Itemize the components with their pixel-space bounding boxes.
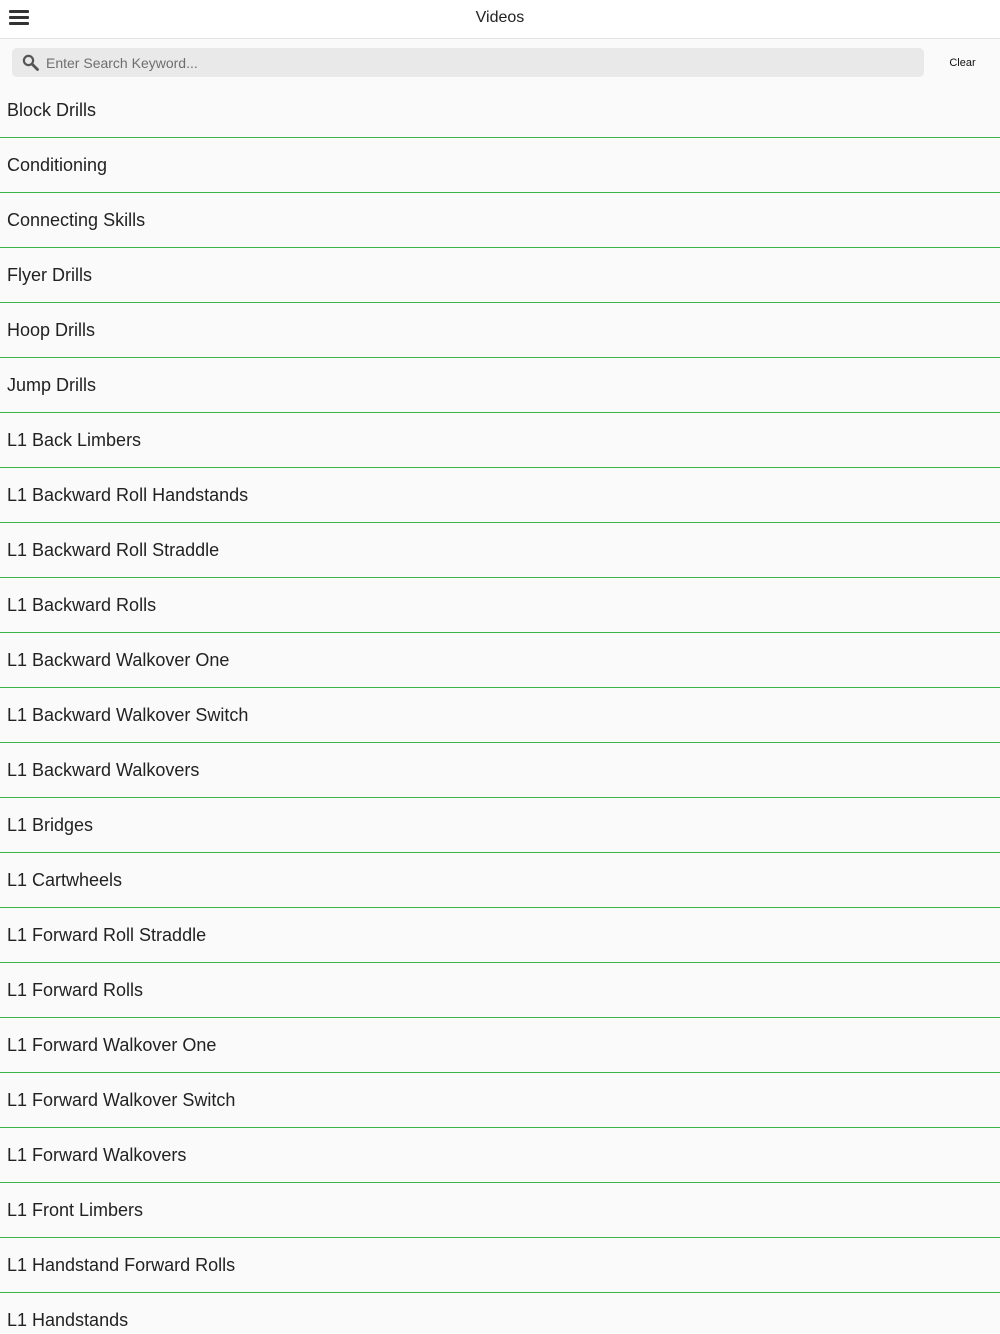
search-bar <box>0 39 1000 83</box>
page-title: Videos <box>475 9 525 26</box>
list-item[interactable] <box>0 688 1000 743</box>
list-item-label: L1 Backward Walkover One <box>7 649 230 670</box>
list-item[interactable] <box>0 1238 1000 1293</box>
video-category-list <box>0 83 1000 1334</box>
list-item[interactable] <box>0 468 1000 523</box>
list-item-label: Jump Drills <box>7 374 97 395</box>
list-item-label: L1 Forward Walkover Switch <box>7 1089 236 1110</box>
list-item-label: L1 Handstands <box>7 1309 129 1330</box>
list-item[interactable] <box>0 1128 1000 1183</box>
list-item[interactable] <box>0 303 1000 358</box>
list-item[interactable] <box>0 1183 1000 1238</box>
list-item-label: L1 Forward Walkovers <box>7 1144 187 1165</box>
list-item[interactable] <box>0 633 1000 688</box>
list-item[interactable] <box>0 1018 1000 1073</box>
list-item-label: L1 Bridges <box>7 814 94 835</box>
search-field[interactable] <box>12 48 924 77</box>
list-item[interactable] <box>0 578 1000 633</box>
list-item[interactable] <box>0 743 1000 798</box>
search-icon <box>21 53 41 73</box>
list-item-label: L1 Back Limbers <box>7 429 142 450</box>
list-item-label: Connecting Skills <box>7 209 146 230</box>
list-item[interactable] <box>0 908 1000 963</box>
list-item[interactable] <box>0 138 1000 193</box>
list-item[interactable] <box>0 413 1000 468</box>
list-item[interactable] <box>0 523 1000 578</box>
list-item-label: L1 Backward Walkover Switch <box>7 704 249 725</box>
list-item-label: L1 Backward Roll Handstands <box>7 484 249 505</box>
list-item-label: Block Drills <box>7 99 97 120</box>
list-item-label: L1 Forward Rolls <box>7 979 144 1000</box>
list-item-label: L1 Cartwheels <box>7 869 123 890</box>
list-item-label: Conditioning <box>7 154 108 175</box>
list-item-label: L1 Backward Walkovers <box>7 759 200 780</box>
list-item-label: L1 Forward Walkover One <box>7 1034 217 1055</box>
list-item-label: L1 Backward Roll Straddle <box>7 539 220 560</box>
list-item[interactable] <box>0 248 1000 303</box>
list-item[interactable] <box>0 83 1000 138</box>
list-item-label: L1 Front Limbers <box>7 1199 144 1220</box>
nav-bar <box>0 0 1000 39</box>
list-item[interactable] <box>0 1293 1000 1334</box>
list-item[interactable] <box>0 798 1000 853</box>
list-item-label: L1 Handstand Forward Rolls <box>7 1254 236 1275</box>
clear-button[interactable]: Clear <box>935 51 990 75</box>
list-item-label: L1 Backward Rolls <box>7 594 157 615</box>
search-input[interactable] <box>46 48 906 77</box>
list-item[interactable] <box>0 193 1000 248</box>
list-item-label: Flyer Drills <box>7 264 92 285</box>
list-item[interactable] <box>0 1073 1000 1128</box>
list-item-label: L1 Forward Roll Straddle <box>7 924 207 945</box>
list-item[interactable] <box>0 358 1000 413</box>
list-item-label: Hoop Drills <box>7 319 96 340</box>
list-item[interactable] <box>0 963 1000 1018</box>
list-item[interactable] <box>0 853 1000 908</box>
